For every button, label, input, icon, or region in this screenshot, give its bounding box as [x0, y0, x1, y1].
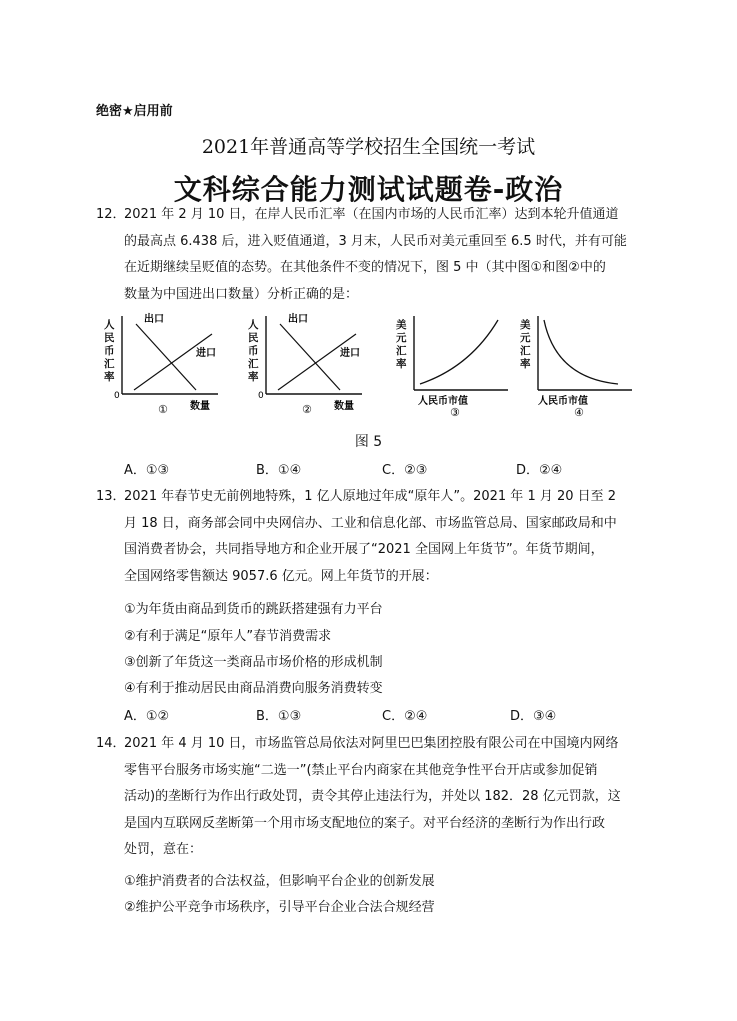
- question-12: [96, 202, 654, 308]
- y-label-char: 币: [248, 345, 259, 357]
- option-a[interactable]: A．①②: [124, 709, 170, 724]
- question-line: 零售平台服务市场实施“二选一”(禁止平台内商家在其他竞争性平台开店或参加促销: [124, 762, 598, 778]
- option-d[interactable]: D．③④: [510, 709, 557, 724]
- x-label: 数量: [334, 401, 354, 412]
- y-label-char: 币: [104, 345, 115, 357]
- rising-curve: [420, 320, 498, 384]
- figure-2: [244, 312, 364, 420]
- question-14: [96, 731, 654, 864]
- question-line: 国消费者协会，共同指导地方和企业开展了“2021 全国网上年货节”。年货节期间，: [124, 542, 604, 557]
- figure-number: ①: [158, 403, 168, 416]
- statement-1: ①为年货由商品到货币的跳跃搭建强有力平台: [124, 602, 383, 617]
- y-label-char: 率: [104, 371, 115, 383]
- secret-label: 绝密★启用前: [96, 104, 173, 119]
- question-number: 13．: [96, 489, 126, 504]
- exam-title: 2021年普通高等学校招生全国统一考试: [201, 136, 536, 158]
- figure-number: ②: [302, 403, 312, 416]
- question-line: 2021 年 2 月 10 日，在岸人民币汇率（在国内市场的人民币汇率）达到本轮升值通道: [124, 207, 619, 222]
- import-curve: [134, 334, 212, 390]
- figure-1: [100, 312, 220, 420]
- question-line: 全国网络零售额达 9057.6 亿元。网上年货节的开展：: [124, 568, 438, 584]
- question-line: 2021 年春节史无前例地特殊，1 亿人原地过年成“原年人”。2021 年 1 月 20 日至 2: [124, 489, 617, 504]
- y-label-char: 汇: [248, 358, 259, 370]
- y-label-char: 汇: [104, 358, 115, 370]
- question-line: 是国内互联网反垄断第一个用市场支配地位的案子。对平台经济的垄断行为作出行政: [124, 815, 606, 831]
- question-line: 月 18 日，商务部会同中央网信办、工业和信息化部、市场监管总局、国家邮政局和中: [124, 515, 617, 531]
- option-a[interactable]: A．①③: [124, 463, 170, 478]
- import-curve: [278, 334, 356, 390]
- y-label-char: 元: [520, 332, 531, 344]
- statement-2: ②有利于满足“原年人”春节消费需求: [124, 629, 332, 644]
- y-label-char: 率: [248, 371, 259, 383]
- y-label-char: 人: [248, 319, 259, 331]
- question-number: 14．: [96, 736, 126, 751]
- y-label-char: 民: [104, 332, 115, 344]
- option-c[interactable]: C．②④: [382, 709, 428, 724]
- statement-4: ④有利于推动居民由商品消费向服务消费转变: [124, 681, 383, 696]
- exam-subtitle: 文科综合能力测试试题卷-政治: [173, 173, 564, 206]
- import-label: 进口: [340, 348, 360, 359]
- import-label: 进口: [196, 348, 216, 359]
- question-line: 2021 年 4 月 10 日，市场监管总局依法对阿里巴巴集团控股有限公司在中国境内网络: [124, 736, 619, 751]
- figure-number: ③: [450, 406, 460, 419]
- y-label-char: 美: [520, 319, 531, 331]
- y-label-char: 民: [248, 332, 259, 344]
- question-line: 数量为中国进出口数量）分析正确的是：: [124, 286, 359, 302]
- question-line: 的最高点 6.438 后，进入贬值通道，3 月末，人民币对美元重回至 6.5 时代，并有可能: [124, 233, 627, 249]
- y-label-char: 率: [520, 358, 531, 370]
- question-line: 活动)的垄断行为作出行政处罚，责令其停止违法行为，并处以 182．28 亿元罚款，这: [124, 789, 621, 804]
- y-label-char: 人: [104, 319, 115, 331]
- statement-2: ②维护公平竞争市场秩序，引导平台企业合法合规经营: [124, 900, 435, 915]
- origin-label: 0: [258, 391, 264, 401]
- question-line: 在近期继续呈贬值的态势。在其他条件不变的情况下，图 5 中（其中图①和图②中的: [124, 260, 606, 275]
- option-b[interactable]: B．①④: [256, 463, 302, 478]
- y-label-char: 汇: [520, 345, 531, 357]
- export-label: 出口: [288, 314, 308, 325]
- origin-label: 0: [114, 391, 120, 401]
- question-number: 12．: [96, 207, 126, 222]
- option-b[interactable]: B．①③: [256, 709, 302, 724]
- question-13: [96, 484, 654, 590]
- x-label: 数量: [190, 401, 210, 412]
- statement-3: ③创新了年货这一类商品市场价格的形成机制: [124, 655, 383, 670]
- figure-4: [514, 312, 634, 420]
- y-label-char: 美: [396, 319, 407, 331]
- y-label-char: 汇: [396, 345, 407, 357]
- x-label: 人民币市值: [418, 396, 468, 407]
- x-label: 人民币市值: [538, 396, 588, 407]
- export-curve: [136, 324, 196, 390]
- option-d[interactable]: D．②④: [516, 463, 563, 478]
- falling-curve: [544, 320, 618, 384]
- figure-3: [390, 312, 510, 420]
- export-curve: [280, 324, 340, 390]
- y-label-char: 元: [396, 332, 407, 344]
- question-line: 处罚，意在：: [124, 842, 203, 857]
- statement-1: ①维护消费者的合法权益，但影响平台企业的创新发展: [124, 874, 435, 889]
- export-label: 出口: [144, 314, 164, 325]
- y-label-char: 率: [396, 358, 407, 370]
- option-c[interactable]: C．②③: [382, 463, 428, 478]
- figure-number: ④: [574, 406, 584, 419]
- figure-caption: 图 5: [354, 434, 383, 450]
